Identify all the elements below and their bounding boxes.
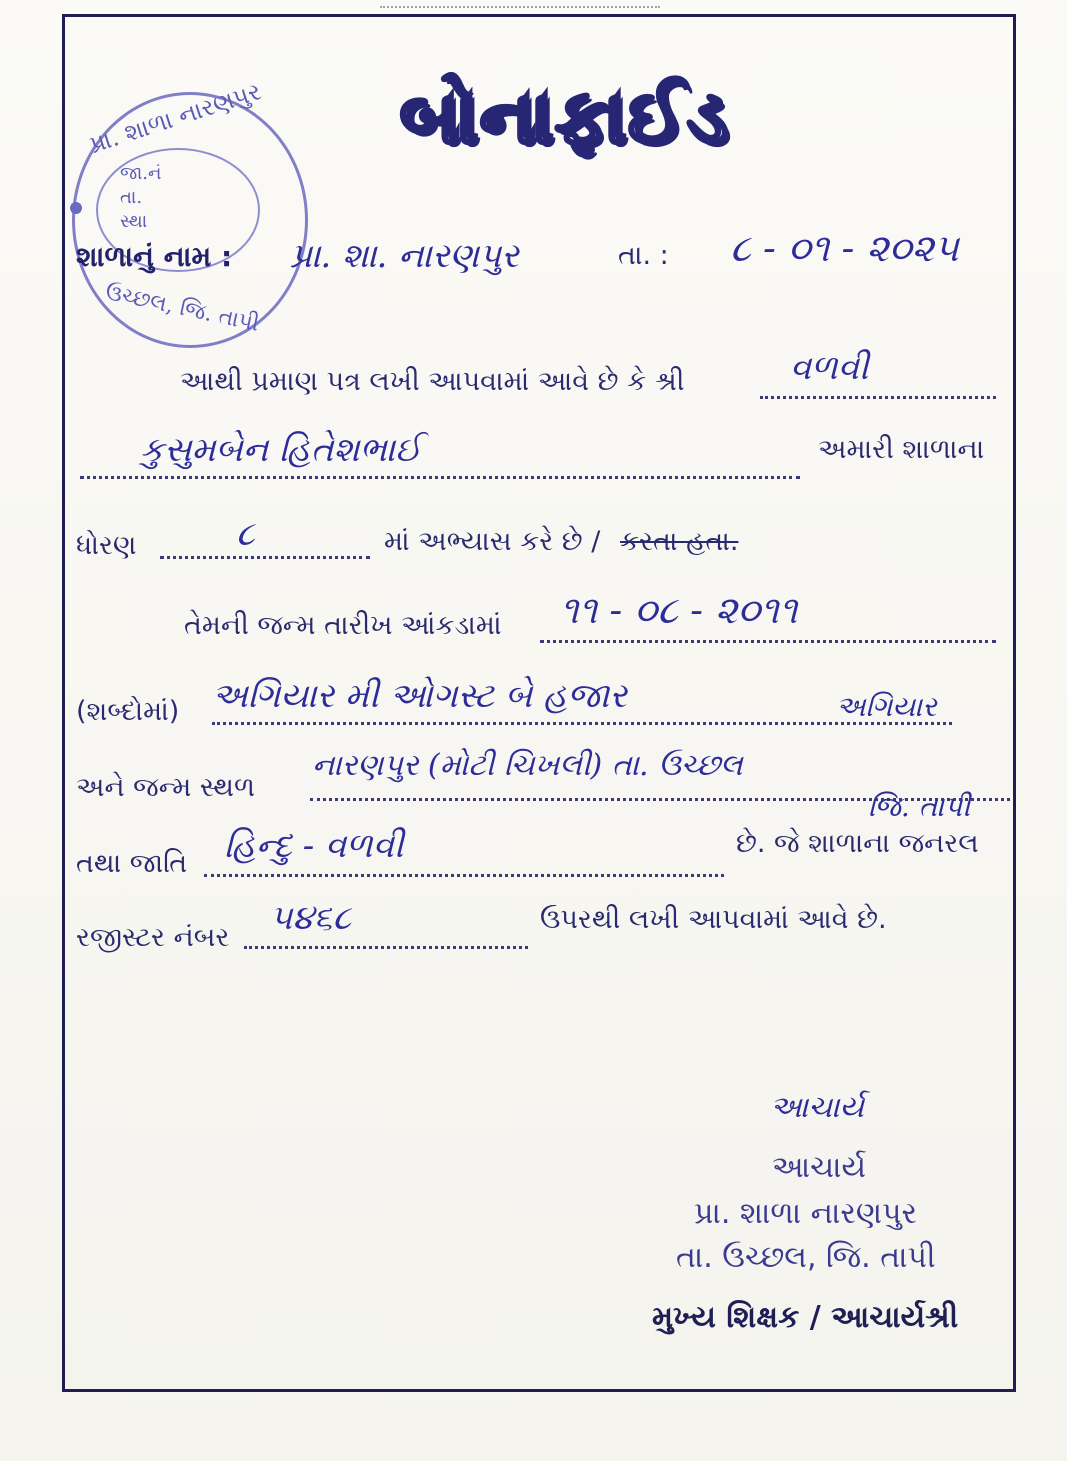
top-edge-marks (380, 0, 660, 8)
issued-from-text: ઉપરથી લખી આપવામાં આવે છે. (540, 904, 887, 935)
birthplace-value: નારણપુર (મોટી ચિખલી) તા. ઉચ્છલ (312, 748, 743, 783)
dotted-line (760, 396, 996, 399)
surname-value: વળવી (790, 348, 869, 388)
stamp-dot (70, 202, 82, 214)
our-school-text: અમારી શાળાના (818, 434, 985, 465)
general-register-text: છે. જે શાળાના જનરલ (736, 828, 979, 859)
school-name-value: પ્રા. શા. નારણપુર (290, 236, 519, 276)
standard-label: ધોરણ (76, 530, 137, 561)
date-label: તા. : (618, 240, 669, 271)
birthdate-digits-label: તેમની જન્મ તારીખ આંકડામાં (184, 610, 502, 641)
caste-label: તથા જાતિ (76, 848, 188, 879)
certify-text: આથી પ્રમાણ પત્ર લખી આપવામાં આવે છે કે શ્રી (180, 366, 685, 397)
dotted-line (244, 946, 528, 949)
caste-value: હિન્દુ - વળવી (224, 826, 404, 866)
dotted-line (160, 556, 370, 559)
birthplace-label: અને જન્મ સ્થળ (76, 772, 256, 803)
signatory-caption: મુખ્ય શિક્ષક / આચાર્યશ્રી (652, 1300, 959, 1335)
stamp-inner-lines (120, 162, 161, 234)
standard-value: ૮ (236, 514, 255, 554)
register-number-label: રજીસ્ટર નંબર (76, 922, 230, 953)
school-name-label: શાળાનું નામ : (76, 240, 233, 273)
stamp-line: સ્થા (120, 211, 148, 232)
register-number-value: ૫૪૬૮ (270, 898, 352, 938)
stamp-line: જા.નં (120, 163, 162, 184)
stamp-top-text: પ્રા. શાળા નારણપુર (86, 77, 265, 159)
principal-school: પ્રા. શાળા નારણપુર (694, 1196, 918, 1231)
dotted-line (204, 874, 724, 877)
birthdate-words-label: (શબ્દોમાં) (76, 696, 180, 727)
studied-struck-text: કરતા હતા. (620, 526, 739, 557)
studying-text: માં અભ્યાસ કરે છે / (384, 526, 601, 557)
dotted-line (540, 640, 996, 643)
principal-title: આચાર્ય (772, 1150, 867, 1185)
certificate-title: બોનાફાઈડ (400, 73, 730, 160)
birthdate-digits-value: ૧૧ - ૦૮ - ૨૦૧૧ (560, 588, 798, 632)
birthdate-words-extra: અગિયાર (836, 690, 937, 723)
stamp-bottom-text: ઉચ્છલ, જિ. તાપી (103, 280, 262, 337)
date-value: ૮ - ૦૧ - ૨૦૨૫ (730, 226, 959, 270)
stamp-line: તા. (120, 187, 143, 208)
dotted-line (80, 476, 800, 479)
student-name-value: કુસુમબેન હિતેશભાઈ (140, 430, 422, 470)
principal-signature: આચાર્ય (770, 1090, 865, 1125)
principal-location: તા. ઉચ્છલ, જિ. તાપી (676, 1240, 936, 1275)
birthplace-district: જિ. તાપી (868, 790, 971, 823)
birthdate-words-value: અગિયાર મી ઓગસ્ટ બે હજાર (212, 676, 627, 716)
